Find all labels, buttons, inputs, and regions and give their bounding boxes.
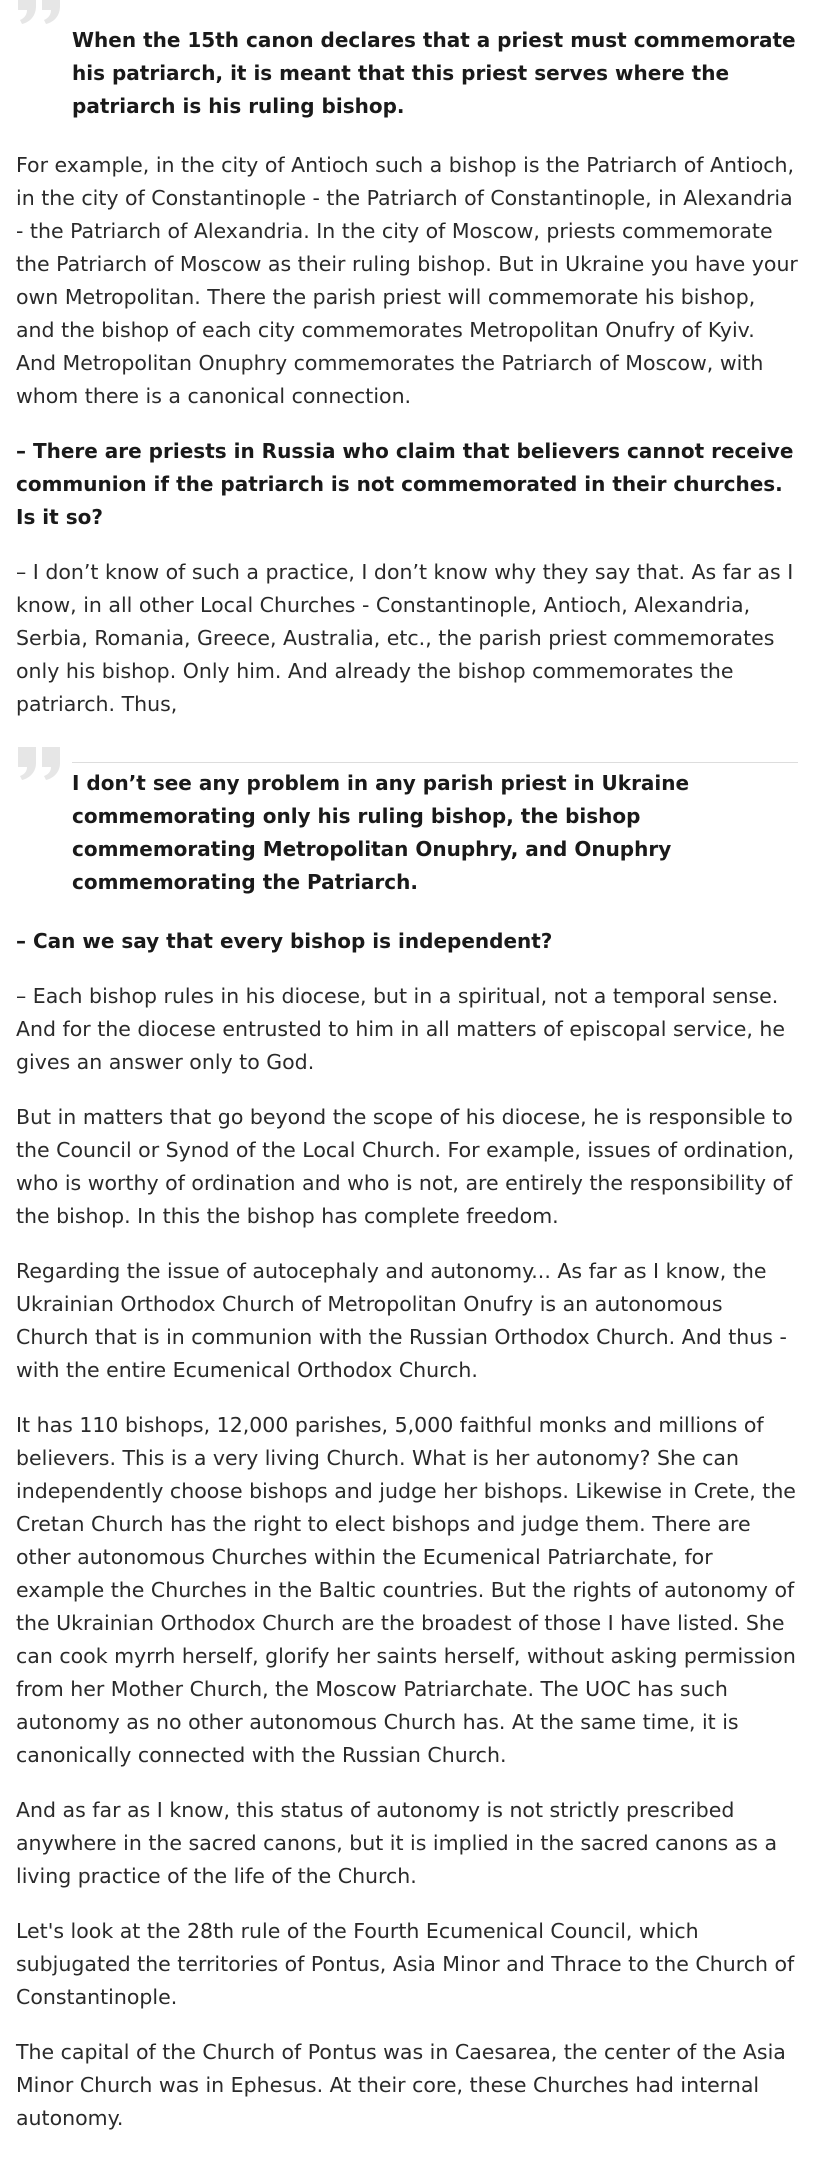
pull-quote [16,743,798,899]
article-body [16,0,798,2157]
paragraph: – Each bishop rules in his diocese, but in a spiritual, not a temporal sense. And for the diocese entrusted to him in all matters of episcopal service, he gives an answer only to God. [16,984,786,1074]
paragraph: Let's look at the 28th rule of the Fourth Ecumenical Council, which subjugated the territories of Pontus, Asia Minor and Thrace to the Church of Constantinople. [16,1919,795,2009]
paragraph: Regarding the issue of autocephaly and autonomy... As far as I know, the Ukrainian Orthodox Church of Metropolitan Onufry is an autonomous Church that is in communion with the Russian Orthodox Church. And thus - with the entire Ecumenical Orthodox Church. [16,1259,787,1382]
interview-question: – There are priests in Russia who claim that believers cannot receive communion if the patriarch is not commemorated in their churches. Is it so? [16,439,794,529]
quote-mark-icon [16,743,64,783]
interview-question: – Can we say that every bishop is independent? [16,929,553,953]
paragraph: For example, in the city of Antioch such a bishop is the Patriarch of Antioch, in the city of Constantinople - the Patriarch of Constantinople, in Alexandria - the Patriarch of Alexandria. In the city of Moscow, priests commemorate the Patriarch of Moscow as their ruling bishop. But in Ukraine you have your own Metropolitan. There the parish priest will commemorate his bishop, and the bishop of each city commemorates Metropolitan Onufry of Kyiv. And Metropolitan Onuphry commemorates the Patriarch of Moscow, with whom there is a canonical connection. [16,153,798,408]
pull-quote-text: When the 15th canon declares that a priest must commemorate his patriarch, it is meant that this priest serves where the patriarch is his ruling bishop. [72,28,796,118]
paragraph: – I don’t know of such a practice, I don’t know why they say that. As far as I know, in all other Local Churches - Constantinople, Antioch, Alexandria, Serbia, Romania, Greece, Australia, etc., the parish priest commemorates only his bishop. Only him. And already the bishop commemorates the patriarch. Thus, [16,560,794,716]
quote-divider [72,762,798,763]
quote-mark-icon [16,0,64,38]
paragraph: And as far as I know, this status of autonomy is not strictly prescribed anywhere in the sacred canons, but it is implied in the sacred canons as a living practice of the life of the Church. [16,1798,778,1888]
paragraph: But in matters that go beyond the scope of his diocese, he is responsible to the Council or Synod of the Local Church. For example, issues of ordination, who is worthy of ordination and who is not, are entirely the responsibility of the bishop. In this the bishop has complete freedom. [16,1105,795,1228]
pull-quote [16,0,798,123]
paragraph: The capital of the Church of Pontus was in Caesarea, the center of the Asia Minor Church was in Ephesus. At their core, these Churches had internal autonomy. [16,2040,786,2130]
pull-quote-text: I don’t see any problem in any parish priest in Ukraine commemorating only his ruling bishop, the bishop commemorating Metropolitan Onuphry, and Onuphry commemorating the Patriarch. [72,771,690,894]
paragraph: It has 110 bishops, 12,000 parishes, 5,000 faithful monks and millions of believers. This is a very living Church. What is her autonomy? She can independently choose bishops and judge her bishops. Likewise in Crete, the Cretan Church has the right to elect bishops and judge them. There are other autonomous Churches within the Ecumenical Patriarchate, for example the Churches in the Baltic countries. But the rights of autonomy of the Ukrainian Orthodox Church are the broadest of those I have listed. She can cook myrrh herself, glorify her saints herself, without asking permission from her Mother Church, the Moscow Patriarchate. The UOC has such autonomy as no other autonomous Church has. At the same time, it is canonically connected with the Russian Church. [16,1413,796,1767]
